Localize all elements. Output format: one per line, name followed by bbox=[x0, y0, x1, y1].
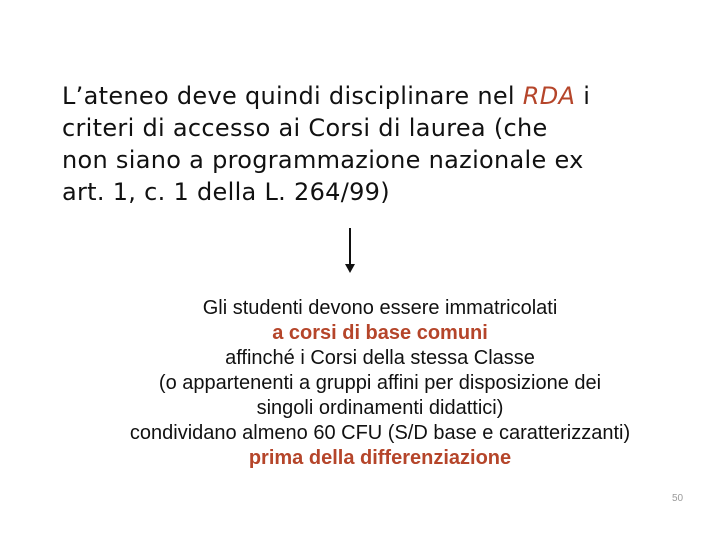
rda-term: RDA bbox=[522, 82, 576, 110]
bottom-paragraph bbox=[60, 296, 700, 471]
bottom-line-5: singoli ordinamenti didattici) bbox=[256, 397, 504, 419]
bottom-line-3: affinché i Corsi della stessa Classe bbox=[225, 347, 535, 369]
top-line-2: criteri di accesso ai Corsi di laurea (che bbox=[62, 114, 548, 142]
bottom-line-7-highlight: prima della differenziazione bbox=[248, 447, 512, 469]
bottom-line-6: condividano almeno 60 CFU (S/D base e caratterizzanti) bbox=[129, 422, 631, 444]
bottom-line-4: (o appartenenti a gruppi affini per disposizione dei bbox=[158, 372, 602, 394]
page-number: 50 bbox=[672, 493, 684, 504]
top-paragraph bbox=[62, 80, 682, 208]
bottom-line-1: Gli studenti devono essere immatricolati bbox=[202, 297, 558, 319]
top-line-1-post: i bbox=[575, 82, 591, 110]
bottom-line-2-highlight: a corsi di base comuni bbox=[272, 322, 488, 344]
down-arrow-icon bbox=[340, 228, 360, 274]
top-line-4: art. 1, c. 1 della L. 264/99) bbox=[62, 178, 390, 206]
top-line-1 bbox=[62, 80, 682, 112]
top-line-1-pre: L’ateneo deve quindi disciplinare nel bbox=[62, 82, 523, 110]
top-line-3: non siano a programmazione nazionale ex bbox=[62, 146, 584, 174]
